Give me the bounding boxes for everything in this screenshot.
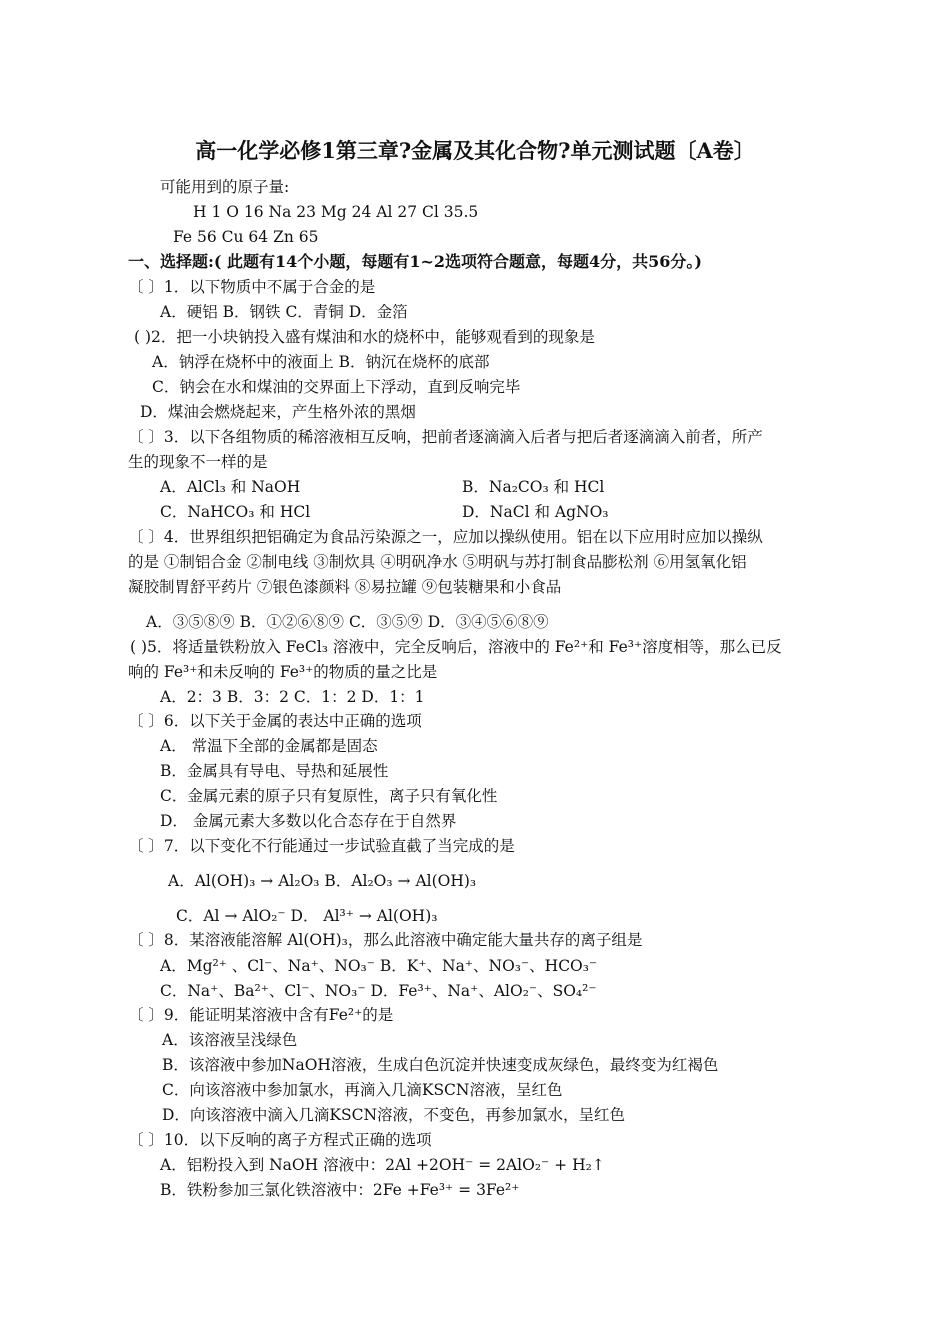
question-4-cont-2: 凝胶制胃舒平药片 ⑦银色漆颜料 ⑧易拉罐 ⑨包装糖果和小食品 <box>128 578 562 596</box>
question-2-option-c: C．钠会在水和煤油的交界面上下浮动，直到反响完毕 <box>152 378 521 396</box>
question-9-option-a: A．该溶液呈浅绿色 <box>162 1031 298 1049</box>
question-7-options-ab: A．Al(OH)₃ → Al₂O₃ B．Al₂O₃ → Al(OH)₃ <box>168 872 477 890</box>
question-9: 〔 〕9．能证明某溶液中含有Fe²⁺的是 <box>128 1006 394 1024</box>
question-8: 〔 〕8．某溶液能溶解 Al(OH)₃，那么此溶液中确定能大量共存的离子组是 <box>128 931 643 949</box>
question-6-option-a: A． 常温下全部的金属都是固态 <box>160 737 378 755</box>
question-5: ( )5．将适量铁粉放入 FeCl₃ 溶液中，完全反响后，溶液中的 Fe²⁺和 Fe³⁺溶度相等，那么已反 <box>130 638 782 656</box>
question-9-option-c: C．向该溶液中参加氯水，再滴入几滴KSCN溶液，呈红色 <box>162 1081 563 1099</box>
question-2-option-d: D．煤油会燃烧起来，产生格外浓的黑烟 <box>140 403 416 421</box>
question-5-cont: 响的 Fe³⁺和未反响的 Fe³⁺的物质的量之比是 <box>128 663 438 681</box>
question-3-option-a: A．AlCl₃ 和 NaOH <box>160 478 301 496</box>
atomic-weight-label: 可能用到的原子量: <box>160 178 290 196</box>
question-3-option-d: D．NaCl 和 AgNO₃ <box>462 503 609 521</box>
question-9-option-b: B．该溶液中参加NaOH溶液，生成白色沉淀并快速变成灰绿色，最终变为红褐色 <box>162 1056 719 1074</box>
page-title: 高一化学必修1第三章?金属及其化合物?单元测试题〔A卷〕 <box>195 138 755 163</box>
question-7-options-cd: C．Al → AlO₂⁻ D． Al³⁺ → Al(OH)₃ <box>176 907 438 925</box>
question-3: 〔 〕3．以下各组物质的稀溶液相互反响，把前者逐滴滴入后者与把后者逐滴滴入前者，所产 <box>128 428 763 446</box>
question-5-options: A．2：3 B．3：2 C．1：2 D．1：1 <box>160 688 425 706</box>
question-4-cont-1: 的是 ①制铝合金 ②制电线 ③制炊具 ④明矾净水 ⑤明矾与苏打制食品膨松剂 ⑥用氢氧化铝 <box>128 553 747 571</box>
question-10: 〔 〕10．以下反响的离子方程式正确的选项 <box>128 1131 432 1149</box>
question-7: 〔 〕7．以下变化不行能通过一步试验直截了当完成的是 <box>128 837 515 855</box>
question-3-cont: 生的现象不一样的是 <box>128 453 268 471</box>
question-4-options: A．③⑤⑧⑨ B．①②⑥⑧⑨ C．③⑤⑨ D．③④⑤⑥⑧⑨ <box>146 613 549 631</box>
question-6-option-b: B．金属具有导电、导热和延展性 <box>160 762 389 780</box>
section-heading: 一、选择题:( 此题有14个小题，每题有1~2选项符合题意，每题4分，共56分。) <box>128 252 702 271</box>
question-3-option-b: B．Na₂CO₃ 和 HCl <box>462 478 605 496</box>
question-8-options-cd: C．Na⁺、Ba²⁺、Cl⁻、NO₃⁻ D．Fe³⁺、Na⁺、AlO₂⁻、SO₄²⁻ <box>160 982 597 1000</box>
question-10-option-a: A．铝粉投入到 NaOH 溶液中：2Al +2OH⁻ = 2AlO₂⁻ + H₂↑ <box>160 1156 605 1174</box>
question-2: ( )2．把一小块钠投入盛有煤油和水的烧杯中，能够观看到的现象是 <box>134 328 595 346</box>
question-8-options-ab: A．Mg²⁺ 、Cl⁻、Na⁺、NO₃⁻ B．K⁺、Na⁺、NO₃⁻、HCO₃⁻ <box>160 957 598 975</box>
question-1-options: A．硬铝 B．钢铁 C．青铜 D．金箔 <box>160 303 408 321</box>
question-6: 〔 〕6．以下关于金属的表达中正确的选项 <box>128 712 422 730</box>
question-2-option-ab: A．钠浮在烧杯中的液面上 B．钠沉在烧杯的底部 <box>152 353 490 371</box>
question-4: 〔 〕4．世界组织把铝确定为食品污染源之一，应加以操纵使用。铝在以下应用时应加以操纵 <box>128 528 763 546</box>
question-6-option-c: C．金属元素的原子只有复原性，离子只有氧化性 <box>160 787 498 805</box>
question-10-option-b: B．铁粉参加三氯化铁溶液中：2Fe +Fe³⁺ = 3Fe²⁺ <box>160 1181 520 1199</box>
atomic-weight-row-2: Fe 56 Cu 64 Zn 65 <box>173 228 319 246</box>
question-6-option-d: D． 金属元素大多数以化合态存在于自然界 <box>160 812 457 830</box>
question-3-option-c: C．NaHCO₃ 和 HCl <box>160 503 311 521</box>
atomic-weight-row-1: H 1 O 16 Na 23 Mg 24 Al 27 Cl 35.5 <box>193 203 479 221</box>
question-9-option-d: D．向该溶液中滴入几滴KSCN溶液，不变色，再参加氯水，呈红色 <box>162 1106 626 1124</box>
question-1: 〔 〕1．以下物质中不属于合金的是 <box>128 278 376 296</box>
